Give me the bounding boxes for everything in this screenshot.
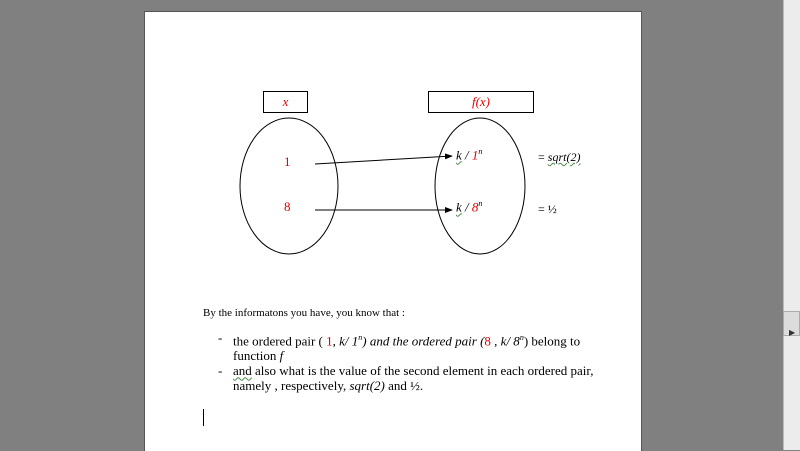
vertical-scrollbar[interactable]: [783, 0, 800, 450]
annotation-sqrt2: = sqrt(2): [538, 150, 581, 164]
domain-value-8: 8: [284, 199, 291, 214]
text-cursor: [203, 409, 204, 426]
codomain-label-box: [428, 91, 534, 113]
domain-value-1: 1: [284, 154, 291, 169]
intro-text: By the informatons you have, you know that :: [203, 307, 405, 319]
bullet-item-1: - the ordered pair ( 1, k/ 1$^n$) and the ordered pair (8 , k/ 8$^n$) belong to function f: [218, 330, 581, 364]
annotation-half: = ½: [538, 202, 557, 216]
codomain-label: f(x): [471, 94, 491, 109]
range-value-2: k / 8$^n$: [456, 199, 483, 215]
bullet-list: [218, 330, 598, 393]
bullet-item-2: - and also what is the value of the second element in each ordered pair, namely , respectively, sqrt(2) and ½.: [218, 363, 594, 394]
scroll-arrow-icon[interactable]: ▶: [789, 328, 796, 337]
domain-label-box: [263, 91, 308, 113]
domain-label: x: [282, 94, 289, 109]
range-value-1: k / 1$^n$: [456, 147, 483, 163]
